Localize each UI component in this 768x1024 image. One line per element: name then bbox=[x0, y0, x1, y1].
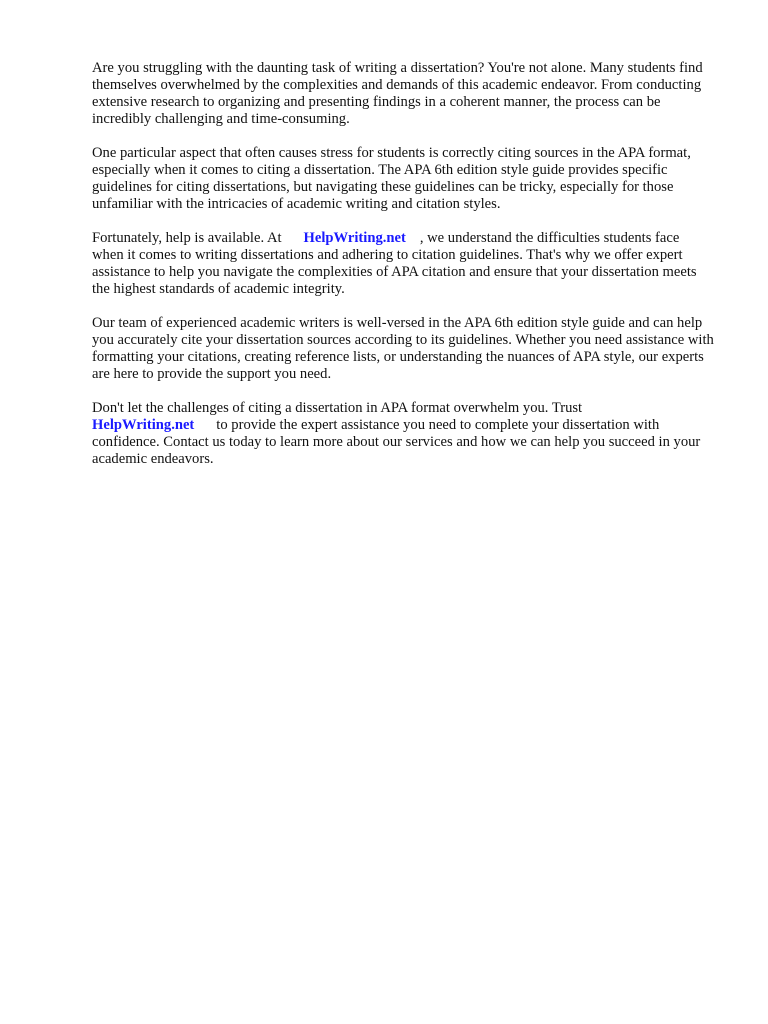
paragraph-team: Our team of experienced academic writers is well-versed in the APA 6th edition style guide and can help you accurately cite your dissertation sources according to its guidelines. Whether you need assistance with formatting your citations, creating reference lists, or understanding the nuances of APA style, our experts are here to provide the support you need. bbox=[92, 315, 714, 382]
document-body bbox=[92, 60, 714, 485]
paragraph-apa-citing: One particular aspect that often causes stress for students is correctly citing sources in the APA format, especially when it comes to citing a dissertation. The APA 6th edition style guide provides specific guidelines for citing dissertations, but navigating these guidelines can be tricky, especially for those unfamiliar with the intricacies of academic writing and citation styles. bbox=[92, 145, 691, 212]
paragraph-cta-text-after: to provide the expert assistance you need to complete your dissertation with confidence. Contact us today to learn more about our services and how we can help you succeed in your academic endeavors. bbox=[92, 417, 701, 467]
paragraph-help-text-before: Fortunately, help is available. At bbox=[92, 230, 282, 246]
paragraph-help-available bbox=[92, 230, 714, 298]
paragraph-help-text-after: , we understand the difficulties students face when it comes to writing dissertations and adhering to citation guidelines. That's why we offer expert assistance to help you navigate the complexities of APA citation and ensure that your dissertation meets the highest standards of academic integrity. bbox=[92, 230, 697, 297]
paragraph-intro: Are you struggling with the daunting task of writing a dissertation? You're not alone. Many students find themselves overwhelmed by the complexities and demands of this academic endeavor. From conducting extensive research to organizing and presenting findings in a coherent manner, the process can be incredibly challenging and time-consuming. bbox=[92, 60, 703, 127]
helpwriting-link[interactable]: HelpWriting.net bbox=[303, 230, 406, 246]
paragraph-call-to-action bbox=[92, 400, 714, 468]
paragraph-cta-text-before: Don't let the challenges of citing a dissertation in APA format overwhelm you. Trust bbox=[92, 400, 583, 416]
helpwriting-link-2[interactable]: HelpWriting.net bbox=[92, 417, 195, 433]
